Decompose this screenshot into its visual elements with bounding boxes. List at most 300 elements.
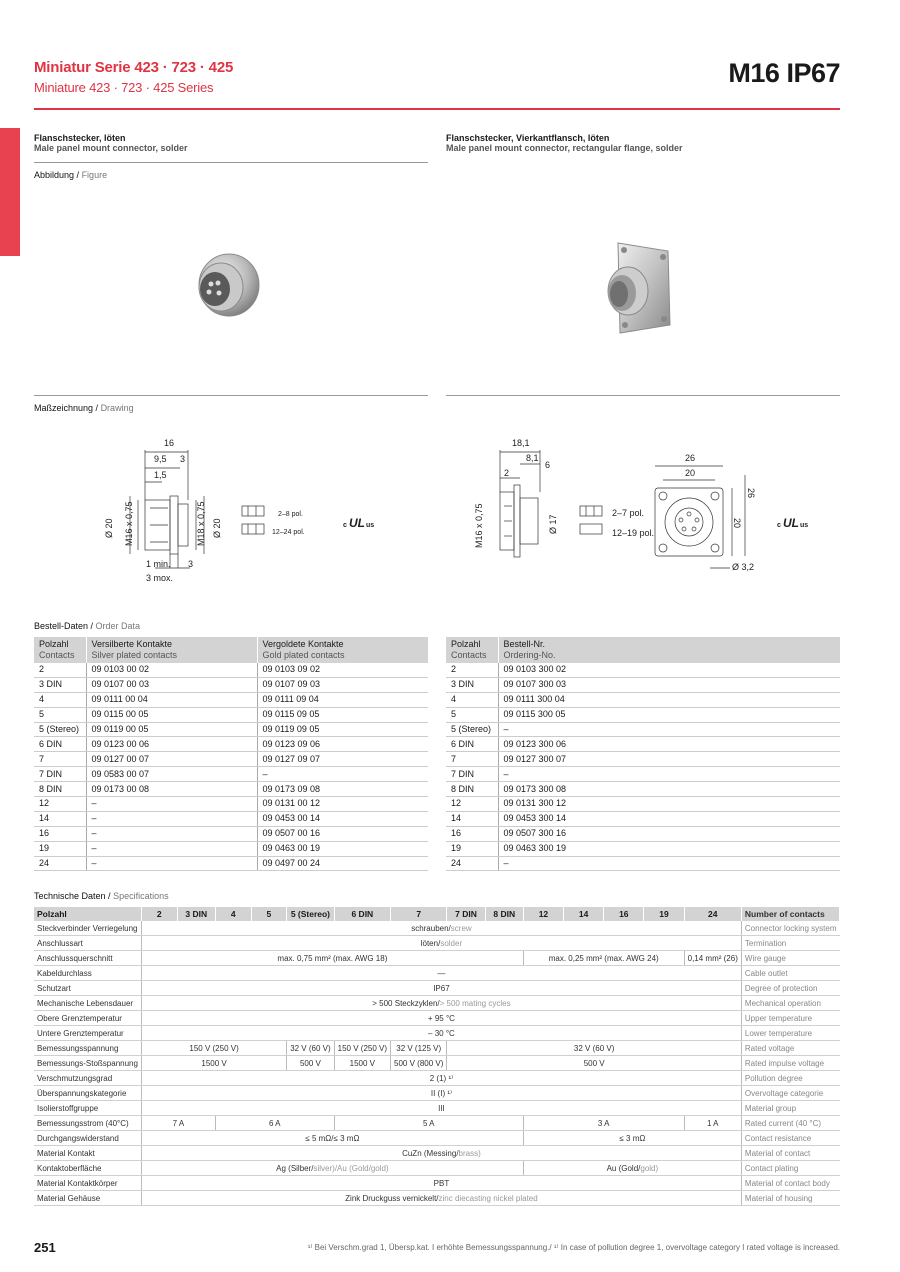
table-cell: 5 (Stereo)	[446, 722, 498, 737]
table-cell: 09 0115 09 05	[257, 707, 428, 722]
spec-label-en: Material of contact	[741, 1146, 839, 1161]
spec-value	[523, 951, 684, 966]
order-column-header	[498, 637, 840, 663]
spec-value-text: ≤ 5 mΩ/≤ 3 mΩ	[305, 1133, 360, 1143]
table-cell: 09 0173 00 08	[86, 782, 257, 797]
dim-m18: M18 x 0,75	[196, 501, 206, 546]
spec-value	[287, 1041, 334, 1056]
dim-18-1: 18,1	[512, 438, 530, 448]
spec-value	[391, 1041, 447, 1056]
spec-label-en: Material of housing	[741, 1191, 839, 1206]
table-row	[34, 707, 428, 722]
spec-value	[334, 1116, 523, 1131]
table-cell: 7 DIN	[34, 767, 86, 782]
spec-value	[141, 1161, 523, 1176]
left-product-title	[34, 133, 188, 153]
spec-label-de: Mechanische Lebensdauer	[34, 996, 141, 1011]
order-table-right	[446, 637, 840, 871]
spec-label-en: Contact resistance	[741, 1131, 839, 1146]
spec-row	[34, 1116, 840, 1131]
svg-text:us: us	[366, 522, 375, 529]
table-cell: –	[257, 767, 428, 782]
spec-value-text: – 30 °C	[428, 1028, 455, 1038]
pol-label-2: 12–19 pol.	[612, 528, 655, 538]
header-de: Vergoldete Kontakte	[262, 639, 344, 649]
dim-9-5: 9,5	[154, 454, 167, 464]
table-cell: 5	[446, 707, 498, 722]
right-title-de: Flanschstecker, Vierkantflansch, löten	[446, 133, 610, 143]
spec-value-text: Au (Gold/	[606, 1163, 641, 1173]
dim-1-5: 1,5	[154, 470, 167, 480]
table-row	[34, 767, 428, 782]
header-en: Contacts	[451, 650, 487, 660]
spec-value	[141, 1026, 741, 1041]
spec-row	[34, 1191, 840, 1206]
table-row	[34, 841, 428, 856]
order-column-header	[446, 637, 498, 663]
spec-value	[334, 1041, 390, 1056]
connector-flange-image	[600, 237, 680, 337]
table-row	[34, 677, 428, 692]
dim-16: 16	[164, 438, 175, 448]
spec-value	[523, 1131, 741, 1146]
spec-value	[141, 966, 741, 981]
table-cell: –	[498, 856, 840, 871]
spec-label-en: Lower temperature	[741, 1026, 839, 1041]
side-accent-bar	[0, 128, 20, 256]
spec-table	[34, 907, 840, 1206]
spec-value-text: 150 V (250 V)	[189, 1043, 239, 1053]
table-row	[34, 826, 428, 841]
table-cell: –	[498, 722, 840, 737]
table-row	[34, 692, 428, 707]
spec-value	[141, 1116, 215, 1131]
pol-label-1: 2–8 pol.	[278, 511, 303, 518]
spec-value	[684, 951, 741, 966]
table-cell: 09 0127 300 07	[498, 752, 840, 767]
spec-label-de: Material Gehäuse	[34, 1191, 141, 1206]
header-de: Polzahl	[451, 639, 481, 649]
pol-label-2: 12–24 pol.	[272, 529, 305, 536]
spec-column-header: 8 DIN	[485, 907, 523, 921]
spec-value-text: max. 0,25 mm² (max. AWG 24)	[548, 953, 659, 963]
order-table-left	[34, 637, 428, 871]
table-cell: 09 0111 00 04	[86, 692, 257, 707]
dim-26-side: 26	[746, 488, 756, 499]
spec-value-text: 6 A	[268, 1118, 281, 1128]
right-product-title	[446, 133, 683, 153]
spec-label-de: Bemessungsstrom (40°C)	[34, 1116, 141, 1131]
spec-value-text: + 95 °C	[427, 1013, 455, 1023]
spec-column-header: 24	[684, 907, 741, 921]
svg-text:c: c	[777, 522, 781, 529]
dim-3b: 3	[188, 559, 194, 569]
table-row	[446, 797, 840, 812]
spec-value-text: Zink Druckguss vernickelt/	[345, 1193, 439, 1203]
spec-value-text: 0,14 mm² (26)	[687, 953, 738, 963]
product-title: M16 IP67	[728, 58, 840, 88]
table-cell: 8 DIN	[34, 782, 86, 797]
table-cell: 09 0583 00 07	[86, 767, 257, 782]
spec-value	[141, 1071, 741, 1086]
spec-value-en: screw	[450, 923, 472, 933]
table-row	[34, 737, 428, 752]
spec-value	[523, 1116, 684, 1131]
table-cell: 09 0507 300 16	[498, 826, 840, 841]
spec-value-text: schrauben/	[411, 923, 451, 933]
table-cell: –	[86, 856, 257, 871]
spec-value	[391, 1056, 447, 1071]
spec-label-de: Isolierstoffgruppe	[34, 1101, 141, 1116]
table-row	[446, 663, 840, 677]
spec-row	[34, 1146, 840, 1161]
table-row	[34, 782, 428, 797]
spec-row	[34, 966, 840, 981]
drawing-section-title: Maßzeichnung / Drawing	[34, 403, 134, 413]
spec-value-text: 5 A	[422, 1118, 435, 1128]
table-cell: 7	[34, 752, 86, 767]
header-en: Gold plated contacts	[262, 650, 345, 660]
spec-label-de: Untere Grenztemperatur	[34, 1026, 141, 1041]
spec-label-de: Kabeldurchlass	[34, 966, 141, 981]
table-row	[446, 826, 840, 841]
spec-label-en: Rated impulse voltage	[741, 1056, 839, 1071]
drawing-right	[460, 430, 840, 590]
table-cell: 09 0107 00 03	[86, 677, 257, 692]
table-row	[446, 752, 840, 767]
header-en: Ordering-No.	[503, 650, 556, 660]
spec-value-text: löten/	[420, 938, 441, 948]
dim-26-top: 26	[685, 453, 696, 463]
spec-value-en: brass)	[458, 1148, 481, 1158]
table-cell: 09 0111 300 04	[498, 692, 840, 707]
table-row	[446, 692, 840, 707]
spec-value-text: III	[438, 1103, 445, 1113]
header-en: Contacts	[39, 650, 75, 660]
table-cell: 2	[446, 663, 498, 677]
dim-3max: 3 mox.	[146, 573, 174, 583]
spec-value-en: > 500 mating cycles	[439, 998, 511, 1008]
spec-column-header: 6 DIN	[334, 907, 390, 921]
spec-value-text: 2 (1) ¹⁾	[429, 1073, 454, 1083]
spec-label-en: Connector locking system	[741, 921, 839, 936]
spec-label-en: Contact plating	[741, 1161, 839, 1176]
table-cell: 09 0131 00 12	[257, 797, 428, 812]
spec-value	[141, 1041, 286, 1056]
dim-d20-left: Ø 20	[104, 518, 114, 538]
table-cell: –	[86, 811, 257, 826]
spec-value	[141, 1191, 741, 1206]
spec-value-text: 32 V (60 V)	[573, 1043, 615, 1053]
spec-value	[287, 1056, 334, 1071]
spec-column-header: 16	[604, 907, 644, 921]
spec-column-header: 2	[141, 907, 177, 921]
dim-1min: 1 min.	[146, 559, 171, 569]
table-cell: 09 0173 300 08	[498, 782, 840, 797]
spec-label-en: Material group	[741, 1101, 839, 1116]
divider	[34, 162, 428, 163]
spec-label-de: Steckverbinder Verriegelung	[34, 921, 141, 936]
spec-value	[141, 1146, 741, 1161]
table-cell: 09 0115 300 05	[498, 707, 840, 722]
table-cell: 24	[446, 856, 498, 871]
spec-value-text: PBT	[433, 1178, 450, 1188]
spec-label-en: Rated current (40 °C)	[741, 1116, 839, 1131]
spec-row	[34, 1161, 840, 1176]
table-cell: 12	[34, 797, 86, 812]
series-title-de: Miniatur Serie 423 · 723 · 425	[34, 59, 234, 76]
table-cell: 7	[446, 752, 498, 767]
spec-value	[141, 1056, 286, 1071]
spec-label-en: Overvoltage categorie	[741, 1086, 839, 1101]
page-number: 251	[34, 1240, 56, 1255]
spec-label-de: Anschlussquerschnitt	[34, 951, 141, 966]
spec-label-de: Bemessungsspannung	[34, 1041, 141, 1056]
table-row	[446, 767, 840, 782]
table-cell: –	[86, 797, 257, 812]
spec-label-en: Material of contact body	[741, 1176, 839, 1191]
dim-6: 6	[545, 460, 551, 470]
spec-label-de: Material Kontaktkörper	[34, 1176, 141, 1191]
table-cell: 09 0463 300 19	[498, 841, 840, 856]
spec-row	[34, 951, 840, 966]
table-cell: –	[86, 841, 257, 856]
table-cell: 09 0123 00 06	[86, 737, 257, 752]
header-en: Silver plated contacts	[91, 650, 178, 660]
dim-2: 2	[504, 468, 510, 478]
spec-value-text: 1 A	[706, 1118, 719, 1128]
table-cell: 2	[34, 663, 86, 677]
spec-column-header: 19	[644, 907, 684, 921]
spec-label-de: Anschlussart	[34, 936, 141, 951]
spec-column-header: 5 (Stereo)	[287, 907, 334, 921]
dim-m16: M16 x 0,75	[474, 503, 484, 548]
spec-row	[34, 1101, 840, 1116]
table-cell: 09 0453 300 14	[498, 811, 840, 826]
table-row	[446, 856, 840, 871]
drawing-left	[100, 430, 430, 590]
table-row	[446, 737, 840, 752]
table-cell: 09 0103 300 02	[498, 663, 840, 677]
figure-section-title: Abbildung / Figure	[34, 170, 108, 180]
table-cell: 4	[34, 692, 86, 707]
spec-label-de: Verschmutzungsgrad	[34, 1071, 141, 1086]
dim-3: 3	[180, 454, 186, 464]
spec-label-de: Bemessungs-Stoßspannung	[34, 1056, 141, 1071]
spec-label-de: Material Kontakt	[34, 1146, 141, 1161]
table-cell: 09 0127 00 07	[86, 752, 257, 767]
spec-row	[34, 1026, 840, 1041]
spec-label-de: Durchgangswiderstand	[34, 1131, 141, 1146]
svg-text:us: us	[800, 522, 809, 529]
table-cell: 7 DIN	[446, 767, 498, 782]
connector-round-image	[185, 252, 265, 322]
divider	[446, 395, 840, 396]
table-row	[34, 811, 428, 826]
spec-label-en: Pollution degree	[741, 1071, 839, 1086]
spec-value-text: max. 0,75 mm² (max. AWG 18)	[277, 953, 388, 963]
ul-mark-icon	[777, 516, 808, 530]
spec-value-text: 1500 V	[349, 1058, 376, 1068]
table-cell: 09 0119 00 05	[86, 722, 257, 737]
spec-row	[34, 1041, 840, 1056]
header-de: Versilberte Kontakte	[91, 639, 173, 649]
table-cell: 3 DIN	[34, 677, 86, 692]
table-row	[446, 707, 840, 722]
spec-value	[447, 1056, 742, 1071]
table-cell: 09 0103 09 02	[257, 663, 428, 677]
series-title-en: Miniature 423 · 723 · 425 Series	[34, 80, 214, 95]
spec-column-header: 4	[215, 907, 251, 921]
spec-column-header: 12	[523, 907, 563, 921]
order-column-header	[257, 637, 428, 663]
spec-header-en: Number of contacts	[741, 907, 839, 921]
table-cell: 09 0107 09 03	[257, 677, 428, 692]
spec-row	[34, 981, 840, 996]
spec-header-label: Polzahl	[34, 907, 141, 921]
spec-value-en: solder	[440, 938, 463, 948]
header-de: Polzahl	[39, 639, 69, 649]
spec-value-text: 150 V (250 V)	[337, 1043, 388, 1053]
table-cell: 09 0103 00 02	[86, 663, 257, 677]
spec-column-header: 5	[251, 907, 287, 921]
table-cell: 09 0123 09 06	[257, 737, 428, 752]
table-cell: 09 0115 00 05	[86, 707, 257, 722]
spec-value-en: zinc diecasting nickel plated	[438, 1193, 538, 1203]
spec-value-text: 3 A	[597, 1118, 610, 1128]
spec-label-de: Kontaktoberfläche	[34, 1161, 141, 1176]
spec-value-text: II (I) ¹⁾	[430, 1088, 452, 1098]
table-cell: 09 0453 00 14	[257, 811, 428, 826]
spec-value	[141, 996, 741, 1011]
dim-20-side: 20	[732, 518, 742, 529]
spec-row	[34, 1056, 840, 1071]
spec-value	[141, 1131, 523, 1146]
table-row	[34, 797, 428, 812]
spec-section-title: Technische Daten / Specifications	[34, 891, 169, 901]
table-cell: 4	[446, 692, 498, 707]
spec-value-text: 7 A	[172, 1118, 185, 1128]
spec-column-header: 7	[391, 907, 447, 921]
spec-row	[34, 996, 840, 1011]
left-title-en: Male panel mount connector, solder	[34, 143, 188, 153]
spec-label-de: Schutzart	[34, 981, 141, 996]
spec-value-text: 500 V	[299, 1058, 321, 1068]
table-row	[446, 722, 840, 737]
spec-value-text: ≤ 3 mΩ	[619, 1133, 646, 1143]
spec-value	[141, 1176, 741, 1191]
table-cell: 12	[446, 797, 498, 812]
spec-label-en: Termination	[741, 936, 839, 951]
spec-value	[447, 1041, 742, 1056]
spec-label-en: Upper temperature	[741, 1011, 839, 1026]
spec-label-en: Mechanical operation	[741, 996, 839, 1011]
table-cell: 09 0119 09 05	[257, 722, 428, 737]
table-row	[34, 722, 428, 737]
right-title-en: Male panel mount connector, rectangular flange, solder	[446, 143, 683, 153]
footnote: ¹⁾ Bei Verschm.grad 1, Übersp.kat. I erhöhte Bemessungsspannung./ ¹⁾ In case of pollution degree 1, overvoltage category I rated voltage is increased.	[307, 1243, 840, 1252]
spec-value	[523, 1161, 741, 1176]
table-cell: 19	[446, 841, 498, 856]
dim-d3-2: Ø 3,2	[732, 562, 755, 572]
table-cell: 8 DIN	[446, 782, 498, 797]
svg-text:UL: UL	[349, 516, 365, 530]
table-cell: 09 0497 00 24	[257, 856, 428, 871]
spec-value-en: gold)	[640, 1163, 659, 1173]
spec-label-en: Degree of protection	[741, 981, 839, 996]
table-cell: 14	[34, 811, 86, 826]
spec-value	[141, 936, 741, 951]
spec-value	[141, 951, 523, 966]
spec-value-text: > 500 Steckzyklen/	[372, 998, 440, 1008]
table-cell: 5 (Stereo)	[34, 722, 86, 737]
table-cell: 09 0111 09 04	[257, 692, 428, 707]
order-column-header	[34, 637, 86, 663]
spec-row	[34, 1131, 840, 1146]
svg-text:UL: UL	[783, 516, 799, 530]
svg-text:c: c	[343, 522, 347, 529]
table-cell: 19	[34, 841, 86, 856]
spec-row	[34, 1011, 840, 1026]
spec-value-text: Ag (Silber/	[276, 1163, 314, 1173]
spec-value	[141, 981, 741, 996]
spec-value-text: CuZn (Messing/	[402, 1148, 459, 1158]
table-cell: 6 DIN	[34, 737, 86, 752]
spec-value-text: 500 V (800 V)	[394, 1058, 444, 1068]
table-row	[34, 752, 428, 767]
spec-value	[141, 1101, 741, 1116]
spec-label-en: Cable outlet	[741, 966, 839, 981]
spec-column-header: 14	[564, 907, 604, 921]
table-row	[446, 811, 840, 826]
spec-value-text: 32 V (60 V)	[290, 1043, 331, 1053]
spec-value	[141, 1086, 741, 1101]
table-cell: 6 DIN	[446, 737, 498, 752]
spec-value-text: 500 V	[583, 1058, 605, 1068]
spec-value	[141, 1011, 741, 1026]
table-cell: 09 0507 00 16	[257, 826, 428, 841]
table-cell: 14	[446, 811, 498, 826]
spec-column-header: 7 DIN	[447, 907, 485, 921]
spec-row	[34, 1086, 840, 1101]
table-row	[446, 782, 840, 797]
spec-value	[334, 1056, 390, 1071]
dim-d17: Ø 17	[548, 514, 558, 534]
header-de: Bestell-Nr.	[503, 639, 546, 649]
dim-20-top: 20	[685, 468, 696, 478]
spec-label-de: Überspannungskategorie	[34, 1086, 141, 1101]
spec-label-en: Wire gauge	[741, 951, 839, 966]
table-cell: 09 0463 00 19	[257, 841, 428, 856]
header-rule	[34, 108, 840, 110]
table-cell: 09 0107 300 03	[498, 677, 840, 692]
table-cell: –	[498, 767, 840, 782]
spec-value	[684, 1116, 741, 1131]
spec-value-en: silver)/Au (Gold/gold)	[313, 1163, 389, 1173]
table-cell: 16	[34, 826, 86, 841]
table-row	[446, 841, 840, 856]
order-section-title: Bestell-Daten / Order Data	[34, 621, 141, 631]
spec-value-text: IP67	[433, 983, 450, 993]
dim-m16: M16 x 0,75	[124, 501, 134, 546]
table-cell: 09 0173 09 08	[257, 782, 428, 797]
ul-mark-icon	[343, 516, 374, 530]
table-cell: 5	[34, 707, 86, 722]
divider	[34, 395, 428, 396]
table-cell: 09 0123 300 06	[498, 737, 840, 752]
table-cell: 24	[34, 856, 86, 871]
table-cell: 09 0131 300 12	[498, 797, 840, 812]
